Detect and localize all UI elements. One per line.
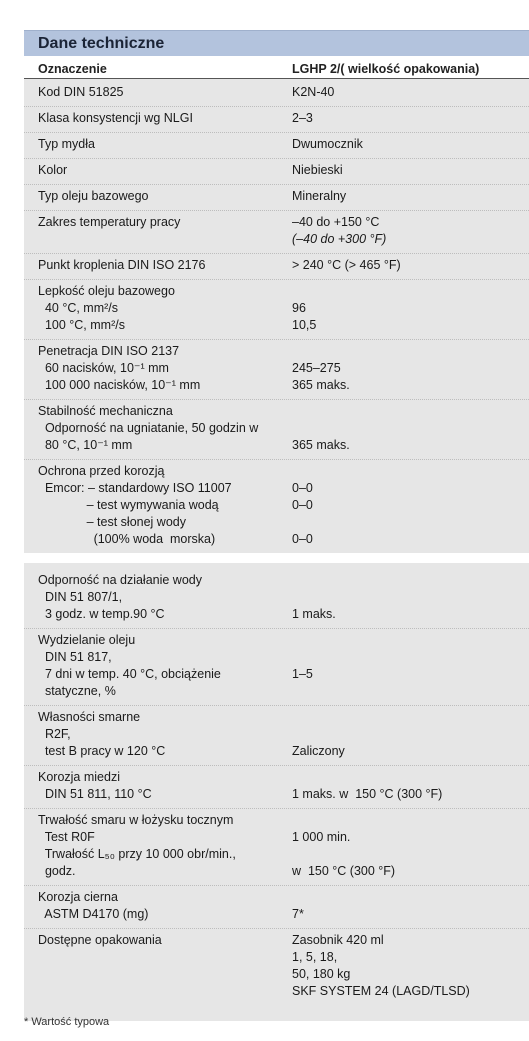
value-line: Niebieski [292, 163, 343, 177]
value-line: 0–0 [292, 481, 313, 495]
property-line: – test słonej wody [38, 515, 186, 529]
property-value [280, 463, 529, 548]
property-line: Lepkość oleju bazowego [38, 284, 175, 298]
table-row [24, 400, 529, 460]
property-line: statyczne, % [38, 684, 116, 698]
property-line: Zakres temperatury pracy [38, 215, 181, 229]
property-line: 3 godz. w temp.90 °C [38, 607, 165, 621]
value-line [292, 283, 529, 300]
table-row [24, 107, 529, 133]
property-line: Korozja miedzi [38, 770, 120, 784]
value-line: Zaliczony [292, 744, 345, 758]
property-value [280, 136, 529, 153]
property-name [24, 214, 280, 248]
property-name [24, 572, 280, 623]
value-line [292, 463, 529, 480]
property-name [24, 812, 280, 880]
value-line: 2–3 [292, 111, 313, 125]
properties-block-2 [24, 563, 529, 1021]
table-row [24, 133, 529, 159]
value-line: 365 maks. [292, 378, 350, 392]
value-line [292, 709, 529, 726]
value-line [292, 846, 529, 863]
value-line: 1 maks. w 150 °C (300 °F) [292, 787, 443, 801]
value-line [292, 589, 529, 606]
table-row [24, 159, 529, 185]
property-line [38, 966, 280, 983]
table-row [24, 185, 529, 211]
table-row [24, 81, 529, 107]
property-value [280, 343, 529, 394]
property-value [280, 162, 529, 179]
property-line: 100 000 nacisków, 10⁻¹ mm [38, 378, 201, 392]
table-row [24, 460, 529, 553]
property-line: Stabilność mechaniczna [38, 404, 173, 418]
property-name [24, 403, 280, 454]
table-row [24, 629, 529, 706]
property-value [280, 84, 529, 101]
property-name [24, 769, 280, 803]
property-value [280, 214, 529, 248]
property-line: Penetracja DIN ISO 2137 [38, 344, 180, 358]
property-name [24, 136, 280, 153]
property-line: Ochrona przed korozją [38, 464, 165, 478]
value-line [292, 889, 529, 906]
property-line: Wydzielanie oleju [38, 633, 136, 647]
table-row [24, 886, 529, 929]
value-line: 7* [292, 907, 304, 921]
property-name [24, 84, 280, 101]
property-name [24, 463, 280, 548]
property-value [280, 889, 529, 923]
value-line [292, 649, 529, 666]
property-line: 40 °C, mm²/s [38, 301, 119, 315]
property-name [24, 162, 280, 179]
section-title: Dane techniczne [24, 30, 529, 56]
property-line: Klasa konsystencji wg NLGI [38, 111, 193, 125]
value-line: 1–5 [292, 667, 313, 681]
property-line: godz. [38, 864, 76, 878]
value-line [292, 343, 529, 360]
property-line [38, 983, 280, 1000]
value-line: 245–275 [292, 361, 341, 375]
property-line: Odporność na działanie wody [38, 573, 202, 587]
property-line: 100 °C, mm²/s [38, 318, 125, 332]
property-line: test B pracy w 120 °C [38, 744, 166, 758]
property-value [280, 572, 529, 623]
footnote: * Wartość typowa [24, 1016, 110, 1028]
value-line: w 150 °C (300 °F) [292, 864, 396, 878]
property-line: Dostępne opakowania [38, 933, 162, 947]
table-row [24, 254, 529, 280]
property-value [280, 769, 529, 803]
value-line: SKF SYSTEM 24 (LAGD/TLSD) [292, 984, 470, 998]
property-name [24, 709, 280, 760]
value-line: 1 000 min. [292, 830, 351, 844]
property-line: DIN 51 817, [38, 650, 112, 664]
property-line: Punkt kroplenia DIN ISO 2176 [38, 258, 206, 272]
property-line: – test wymywania wodą [38, 498, 219, 512]
value-line: Dwumocznik [292, 137, 363, 151]
table-header [24, 56, 529, 79]
value-line: –40 do +150 °C [292, 215, 380, 229]
property-line: Korozja cierna [38, 890, 118, 904]
property-value [280, 110, 529, 127]
property-line: Test R0F [38, 830, 95, 844]
table-row [24, 809, 529, 886]
value-line [292, 403, 529, 420]
value-line: Zasobnik 420 ml [292, 933, 384, 947]
property-line [38, 231, 280, 248]
property-line: DIN 51 807/1, [38, 590, 123, 604]
property-value [280, 812, 529, 880]
property-line: Własności smarne [38, 710, 141, 724]
property-line: DIN 51 811, 110 °C [38, 787, 152, 801]
value-line: (–40 do +300 °F) [292, 232, 387, 246]
value-line: Mineralny [292, 189, 347, 203]
property-line: R2F, [38, 727, 71, 741]
value-line: 50, 180 kg [292, 967, 351, 981]
value-line [292, 514, 529, 531]
property-name [24, 632, 280, 700]
table-row [24, 280, 529, 340]
header-product: LGHP 2/( wielkość opakowania) [292, 62, 480, 76]
value-line: 10,5 [292, 318, 317, 332]
property-value [280, 632, 529, 700]
property-line: Emcor: – standardowy ISO 11007 [38, 481, 232, 495]
technical-data-sheet [24, 30, 529, 1021]
property-value [280, 932, 529, 1000]
table-row [24, 569, 529, 629]
table-row [24, 211, 529, 254]
value-line: 1, 5, 18, [292, 950, 338, 964]
property-value [280, 257, 529, 274]
value-line [292, 812, 529, 829]
property-line: 7 dni w temp. 40 °C, obciążenie [38, 667, 221, 681]
table-row [24, 766, 529, 809]
table-row [24, 929, 529, 1005]
property-value [280, 403, 529, 454]
value-line: 0–0 [292, 498, 313, 512]
property-line: Trwałość L₅₀ przy 10 000 obr/min., [38, 847, 236, 861]
value-line [292, 632, 529, 649]
value-line: 96 [292, 301, 306, 315]
property-line: 80 °C, 10⁻¹ mm [38, 438, 133, 452]
property-line: ASTM D4170 (mg) [38, 907, 149, 921]
value-line: 365 maks. [292, 438, 350, 452]
value-line: K2N-40 [292, 85, 335, 99]
property-name [24, 283, 280, 334]
property-line: 60 nacisków, 10⁻¹ mm [38, 361, 169, 375]
property-line: (100% woda morska) [38, 532, 216, 546]
property-line: Typ oleju bazowego [38, 189, 149, 203]
property-name [24, 257, 280, 274]
value-line: > 240 °C (> 465 °F) [292, 258, 401, 272]
property-name [24, 343, 280, 394]
property-line: Typ mydła [38, 137, 95, 151]
table-row [24, 706, 529, 766]
property-value [280, 283, 529, 334]
properties-block-1 [24, 79, 529, 553]
property-line [38, 949, 280, 966]
value-line [292, 726, 529, 743]
property-value [280, 709, 529, 760]
property-name [24, 889, 280, 923]
value-line: 1 maks. [292, 607, 336, 621]
value-line [292, 420, 529, 437]
value-line [292, 769, 529, 786]
property-name [24, 110, 280, 127]
property-name [24, 932, 280, 1000]
header-designation: Oznaczenie [38, 62, 107, 76]
table-row [24, 340, 529, 400]
property-name [24, 188, 280, 205]
value-line: 0–0 [292, 532, 313, 546]
property-line: Odporność na ugniatanie, 50 godzin w [38, 421, 259, 435]
property-value [280, 188, 529, 205]
value-line [292, 683, 529, 700]
property-line: Kolor [38, 163, 68, 177]
block-divider [24, 553, 529, 563]
value-line [292, 572, 529, 589]
property-line: Kod DIN 51825 [38, 85, 124, 99]
property-line: Trwałość smaru w łożysku tocznym [38, 813, 234, 827]
